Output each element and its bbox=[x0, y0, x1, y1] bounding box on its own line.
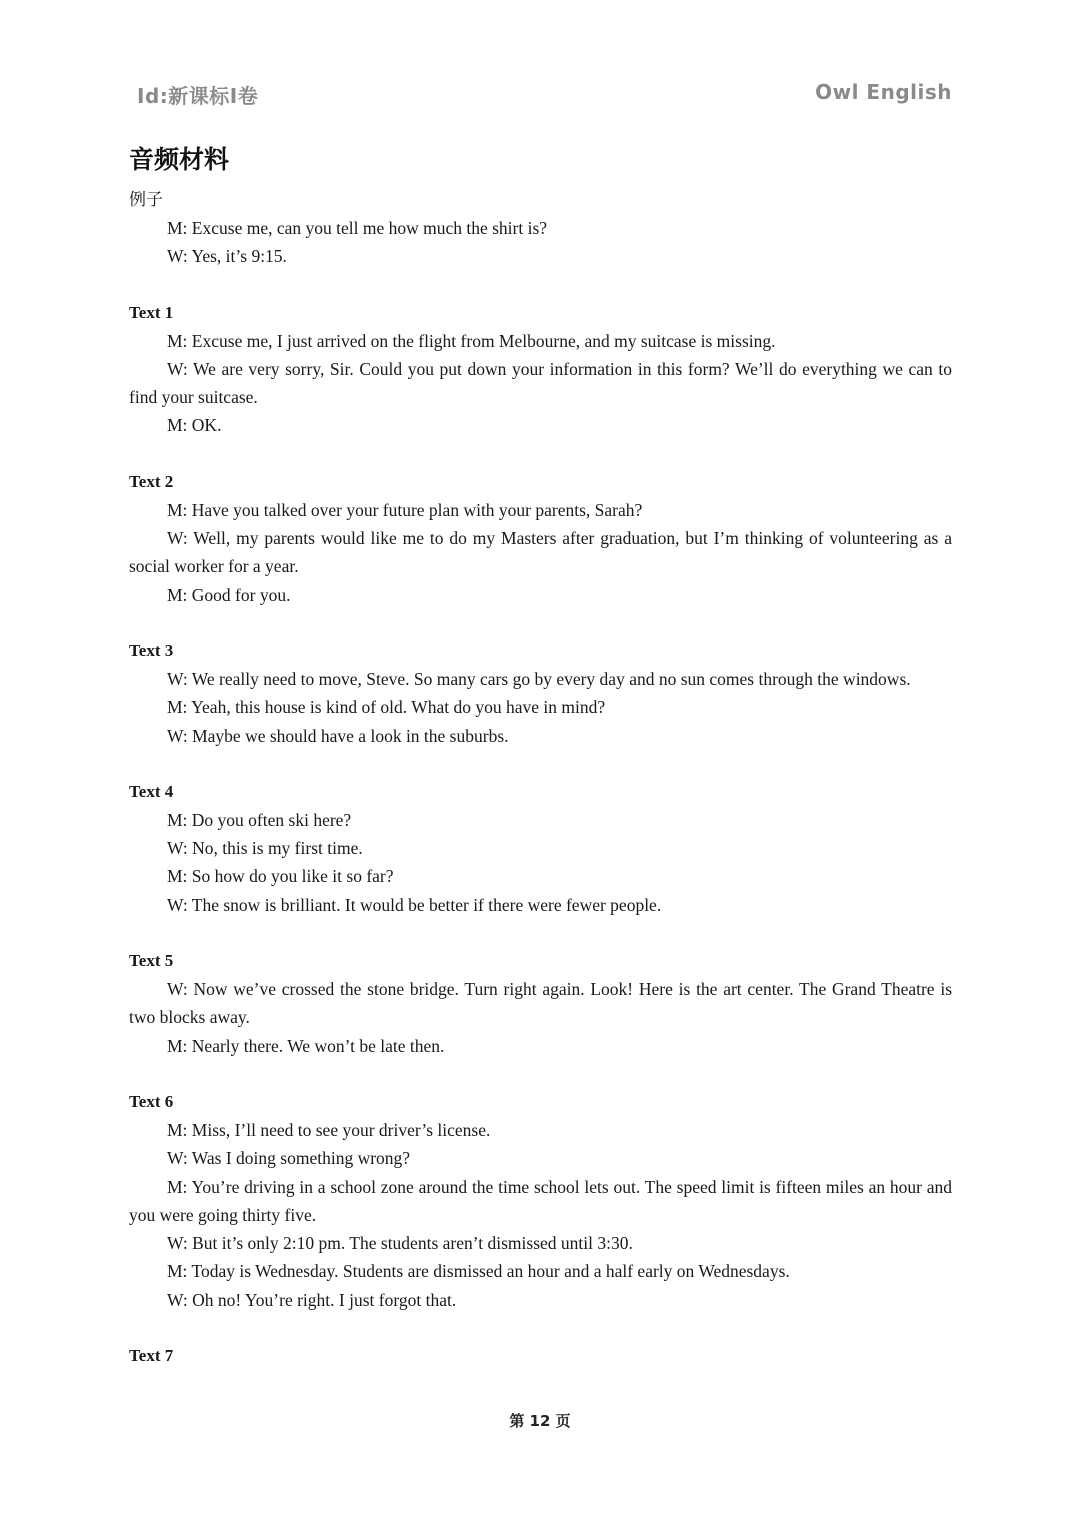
dialogue-line: M: OK. bbox=[167, 415, 222, 436]
transcript-section bbox=[129, 1088, 952, 1314]
dialogue-line: W: We are very sorry, Sir. Could you put down your information in this form? We’ll do everything we can to find your suitcase. bbox=[129, 358, 952, 408]
section-label: Text 4 bbox=[129, 781, 174, 801]
section-label: Text 7 bbox=[129, 1346, 174, 1366]
transcript-section bbox=[129, 778, 952, 919]
dialogue-line: W: Yes, it’s 9:15. bbox=[167, 246, 287, 267]
transcript-section bbox=[129, 186, 952, 271]
transcript-section bbox=[129, 1342, 952, 1370]
dialogue-line: M: Today is Wednesday. Students are dismissed an hour and a half early on Wednesdays. bbox=[167, 1261, 790, 1282]
header-right-brand: Owl English bbox=[815, 80, 952, 104]
dialogue-line: W: Now we’ve crossed the stone bridge. Turn right again. Look! Here is the art center. The Grand Theatre is two blocks away. bbox=[129, 979, 952, 1028]
section-label: Text 1 bbox=[129, 302, 174, 322]
page-number: 第 12 页 bbox=[509, 1412, 571, 1430]
section-label: Text 6 bbox=[129, 1091, 174, 1111]
dialogue-line: M: Do you often ski here? bbox=[167, 809, 352, 830]
dialogue-line: W: No, this is my first time. bbox=[167, 838, 363, 859]
dialogue-line: M: Nearly there. We won’t be late then. bbox=[167, 1035, 445, 1056]
section-label: Text 2 bbox=[129, 471, 174, 491]
transcript-section bbox=[129, 468, 952, 609]
dialogue-line: W: Well, my parents would like me to do my Masters after graduation, but I’m thinking of volunteering as a social worker for a year. bbox=[129, 528, 952, 577]
dialogue-line: W: Maybe we should have a look in the suburbs. bbox=[167, 725, 509, 746]
dialogue-line: M: Yeah, this house is kind of old. What do you have in mind? bbox=[167, 697, 606, 718]
dialogue-line: W: We really need to move, Steve. So many cars go by every day and no sun comes through the windows. bbox=[167, 668, 911, 689]
section-label: Text 5 bbox=[129, 951, 174, 971]
dialogue-line: W: But it’s only 2:10 pm. The students aren’t dismissed until 3:30. bbox=[167, 1233, 633, 1254]
page-title: 音频材料 bbox=[129, 145, 230, 174]
dialogue-line: M: Have you talked over your future plan with your parents, Sarah? bbox=[167, 499, 643, 520]
transcript-content bbox=[129, 186, 952, 1398]
dialogue-line: M: Excuse me, can you tell me how much the shirt is? bbox=[167, 218, 548, 238]
dialogue-line: M: Good for you. bbox=[167, 584, 291, 605]
dialogue-line: M: Miss, I’ll need to see your driver’s license. bbox=[167, 1119, 491, 1140]
dialogue-line: M: You’re driving in a school zone around the time school lets out. The speed limit is fifteen miles an hour and you were going thirty five. bbox=[129, 1176, 952, 1225]
dialogue-line: M: So how do you like it so far? bbox=[167, 866, 394, 887]
dialogue-line: W: The snow is brilliant. It would be better if there were fewer people. bbox=[167, 894, 662, 915]
transcript-section bbox=[129, 637, 952, 750]
dialogue-line: W: Oh no! You’re right. I just forgot that. bbox=[167, 1289, 457, 1310]
transcript-section bbox=[129, 947, 952, 1060]
dialogue-line: M: Excuse me, I just arrived on the flight from Melbourne, and my suitcase is missing. bbox=[167, 330, 776, 351]
transcript-section bbox=[129, 299, 952, 440]
header-left-id: Id:新课标I卷 bbox=[137, 84, 259, 108]
dialogue-line: W: Was I doing something wrong? bbox=[167, 1148, 411, 1169]
section-label: 例子 bbox=[129, 190, 163, 209]
section-label: Text 3 bbox=[129, 640, 174, 660]
